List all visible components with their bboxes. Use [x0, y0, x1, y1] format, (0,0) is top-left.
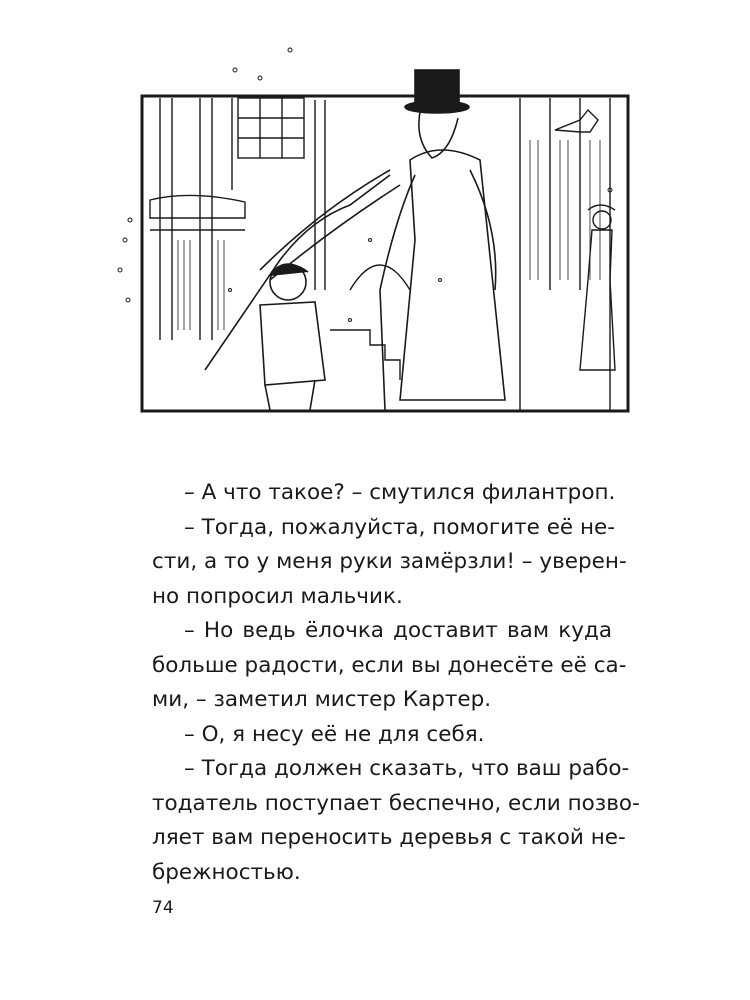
text-line: брежностью. — [152, 859, 301, 885]
body-text — [152, 476, 640, 890]
illustration — [110, 40, 640, 430]
text-line: но попросил мальчик. — [152, 583, 403, 609]
text-line: ми, – заметил мистер Картер. — [152, 687, 492, 712]
text-line: тодатель поступает беспечно, если позво- — [152, 790, 640, 816]
text-line: сти, а то у меня руки замёрзли! – уверен- — [152, 549, 627, 574]
text-line: больше радости, если вы донесёте её са- — [152, 652, 627, 678]
text-line: – Тогда должен сказать, что ваш рабо- — [184, 756, 630, 781]
text-line: – А что такое? – смутился филантроп. — [184, 480, 616, 505]
street-scene-illustration — [110, 40, 640, 430]
text-line: – Тогда, пожалуйста, помогите её не- — [184, 514, 616, 540]
text-line: ляет вам переносить деревья с такой не- — [152, 825, 626, 850]
text-line: – Но ведь ёлочка доставит вам куда — [184, 618, 612, 643]
page-number: 74 — [152, 898, 174, 918]
text-line: – О, я несу её не для себя. — [184, 721, 485, 747]
